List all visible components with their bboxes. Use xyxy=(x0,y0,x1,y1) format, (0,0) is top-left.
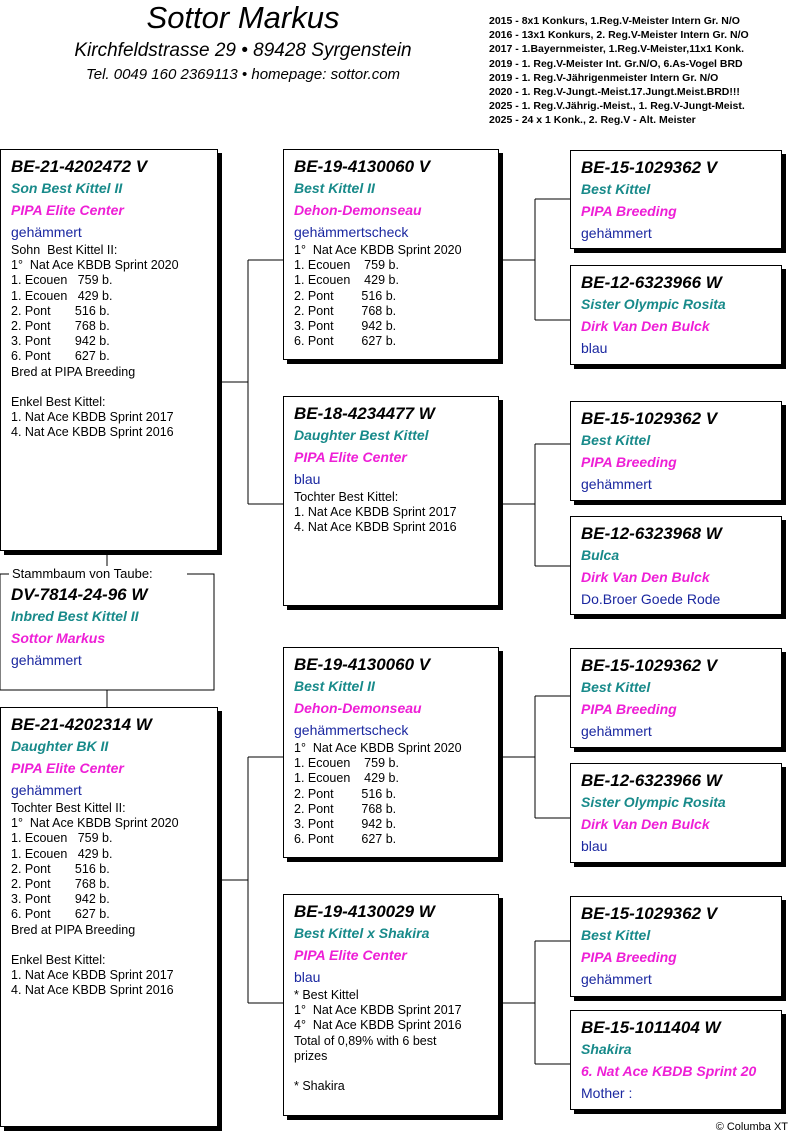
performance-info: * Best Kittel 1° Nat Ace KBDB Sprint 2017 4° Nat Ace KBDB Sprint 2016 Total of 0,89% with 6 best prizes * Shakira xyxy=(294,988,462,1094)
great-grandparent-card[interactable] xyxy=(570,401,782,501)
color-label: Mother : xyxy=(581,1085,633,1101)
pigeon-name: Sister Olympic Rosita xyxy=(581,296,726,312)
grandparent-card[interactable] xyxy=(283,149,499,360)
performance-info: Tochter Best Kittel: 1. Nat Ace KBDB Sprint 2017 4. Nat Ace KBDB Sprint 2016 xyxy=(294,490,457,535)
ring-number: BE-15-1011404 W xyxy=(581,1018,721,1037)
achievement-line: 2019 - 1. Reg.V-Meister Int. Gr.N/O, 6.As-Vogel BRD xyxy=(489,57,743,70)
breeder-label: Dehon-Demonseau xyxy=(294,202,422,218)
color-label: gehämmertscheck xyxy=(294,224,409,240)
ring-number: BE-18-4234477 W xyxy=(294,404,435,423)
pigeon-name: Best Kittel II xyxy=(294,678,375,694)
color-label: blau xyxy=(294,969,321,985)
pigeon-name: Best Kittel x Shakira xyxy=(294,925,430,941)
ring-number: BE-15-1029362 V xyxy=(581,158,718,177)
pigeon-name: Best Kittel xyxy=(581,927,651,943)
color-label: gehämmert xyxy=(581,476,652,492)
color-label: blau xyxy=(581,838,608,854)
breeder-label: Dirk Van Den Bulck xyxy=(581,569,710,585)
color-label: Do.Broer Goede Rode xyxy=(581,591,721,607)
grandparent-card[interactable] xyxy=(283,396,499,606)
pigeon-name: Daughter BK II xyxy=(11,738,109,754)
color-label: gehämmert xyxy=(581,971,652,987)
great-grandparent-card[interactable] xyxy=(570,1010,782,1110)
breeder-address: Kirchfeldstrasse 29 • 89428 Syrgenstein xyxy=(74,40,412,61)
great-grandparent-card[interactable] xyxy=(570,516,782,615)
breeder-label: 6. Nat Ace KBDB Sprint 20 xyxy=(581,1063,757,1079)
pigeon-name: Inbred Best Kittel II xyxy=(11,608,139,624)
copyright-notice: © Columba XT xyxy=(715,1121,788,1133)
performance-info: Tochter Best Kittel II: 1° Nat Ace KBDB Sprint 2020 1. Ecouen 759 b. 1. Ecouen 429 b. 2. Pont 516 b. 2. Pont 768 b. 3. Pont 942 b. 6. Pont 627 b. Bred at PIPA Breeding Enkel Best Kittel: 1. Nat Ace KBDB Sprint 2017 4. Nat Ace KBDB Sprint 2016 xyxy=(11,801,179,998)
great-grandparent-card[interactable] xyxy=(570,896,782,997)
breeder-label: Sottor Markus xyxy=(11,630,106,646)
color-label: gehämmertscheck xyxy=(294,722,409,738)
performance-info: 1° Nat Ace KBDB Sprint 2020 1. Ecouen 759 b. 1. Ecouen 429 b. 2. Pont 516 b. 2. Pont 768 b. 3. Pont 942 b. 6. Pont 627 b. xyxy=(294,741,462,847)
grandparent-card[interactable] xyxy=(283,647,499,858)
breeder-label: Dirk Van Den Bulck xyxy=(581,816,710,832)
breeder-label: PIPA Breeding xyxy=(581,203,677,219)
ring-number: DV-7814-24-96 W xyxy=(11,585,148,604)
achievement-line: 2015 - 8x1 Konkurs, 1.Reg.V-Meister Intern Gr. N/O xyxy=(489,15,740,27)
ring-number: BE-19-4130060 V xyxy=(294,655,431,674)
great-grandparent-card[interactable] xyxy=(570,265,782,365)
breeder-label: Dehon-Demonseau xyxy=(294,700,422,716)
ring-number: BE-19-4130029 W xyxy=(294,902,435,921)
achievement-line: 2019 - 1. Reg.V-Jährigenmeister Intern Gr. N/O xyxy=(489,71,719,84)
color-label: gehämmert xyxy=(11,652,82,668)
pigeon-name: Best Kittel xyxy=(581,432,651,448)
achievement-line: 2017 - 1.Bayernmeister, 1.Reg.V-Meister,11x1 Konk. xyxy=(489,43,745,56)
ring-number: BE-19-4130060 V xyxy=(294,157,431,176)
subject-pigeon xyxy=(11,584,147,671)
achievement-line: 2020 - 1. Reg.V-Jungt.-Meist.17.Jungt.Meist.BRD!!! xyxy=(489,86,740,99)
breeder-name: Sottor Markus xyxy=(146,0,340,35)
breeder-label: PIPA Breeding xyxy=(581,454,677,470)
pigeon-name: Son Best Kittel II xyxy=(11,180,123,196)
father-card[interactable] xyxy=(0,149,218,551)
ring-number: BE-12-6323966 W xyxy=(581,771,722,790)
ring-number: BE-15-1029362 V xyxy=(581,904,718,923)
color-label: blau xyxy=(294,471,321,487)
pigeon-name: Best Kittel II xyxy=(294,180,375,196)
great-grandparent-card[interactable] xyxy=(570,763,782,863)
great-grandparent-card[interactable] xyxy=(570,648,782,748)
ring-number: BE-21-4202314 W xyxy=(11,715,152,734)
grandparent-card[interactable] xyxy=(283,894,499,1116)
ring-number: BE-15-1029362 V xyxy=(581,409,718,428)
performance-info: 1° Nat Ace KBDB Sprint 2020 1. Ecouen 759 b. 1. Ecouen 429 b. 2. Pont 516 b. 2. Pont 768 b. 3. Pont 942 b. 6. Pont 627 b. xyxy=(294,243,462,349)
achievement-line: 2025 - 1. Reg.V.Jährig.-Meist., 1. Reg.V-Jungt-Meist. xyxy=(489,100,745,113)
color-label: gehämmert xyxy=(11,224,82,240)
breeder-label: PIPA Elite Center xyxy=(11,202,124,218)
pigeon-name: Sister Olympic Rosita xyxy=(581,794,726,810)
achievement-line: 2016 - 13x1 Konkurs, 2. Reg.V-Meister Intern Gr. N/O xyxy=(489,29,749,42)
breeder-label: PIPA Breeding xyxy=(581,701,677,717)
breeder-label: Dirk Van Den Bulck xyxy=(581,318,710,334)
breeder-label: PIPA Breeding xyxy=(581,949,677,965)
mother-card[interactable] xyxy=(0,707,218,1127)
breeder-label: PIPA Elite Center xyxy=(11,760,124,776)
ring-number: BE-12-6323968 W xyxy=(581,524,722,543)
great-grandparent-card[interactable] xyxy=(570,150,782,249)
pedigree-frame-label: Stammbaum von Taube: xyxy=(9,566,156,582)
pigeon-name: Daughter Best Kittel xyxy=(294,427,429,443)
pigeon-name: Best Kittel xyxy=(581,181,651,197)
color-label: blau xyxy=(581,340,608,356)
ring-number: BE-21-4202472 V xyxy=(11,157,148,176)
color-label: gehämmert xyxy=(581,225,652,241)
ring-number: BE-15-1029362 V xyxy=(581,656,718,675)
breeder-label: PIPA Elite Center xyxy=(294,947,407,963)
pigeon-name: Bulca xyxy=(581,547,620,563)
performance-info: Sohn Best Kittel II: 1° Nat Ace KBDB Sprint 2020 1. Ecouen 759 b. 1. Ecouen 429 b. 2. Pont 516 b. 2. Pont 768 b. 3. Pont 942 b. 6. Pont 627 b. Bred at PIPA Breeding Enkel Best Kittel: 1. Nat Ace KBDB Sprint 2017 4. Nat Ace KBDB Sprint 2016 xyxy=(11,243,179,440)
pigeon-name: Shakira xyxy=(581,1041,632,1057)
pigeon-name: Best Kittel xyxy=(581,679,651,695)
breeder-label: PIPA Elite Center xyxy=(294,449,407,465)
color-label: gehämmert xyxy=(11,782,82,798)
ring-number: BE-12-6323966 W xyxy=(581,273,722,292)
achievement-line: 2025 - 24 x 1 Konk., 2. Reg.V - Alt. Meister xyxy=(489,114,696,127)
breeder-contact: Tel. 0049 160 2369113 • homepage: sottor.com xyxy=(85,66,401,83)
color-label: gehämmert xyxy=(581,723,652,739)
